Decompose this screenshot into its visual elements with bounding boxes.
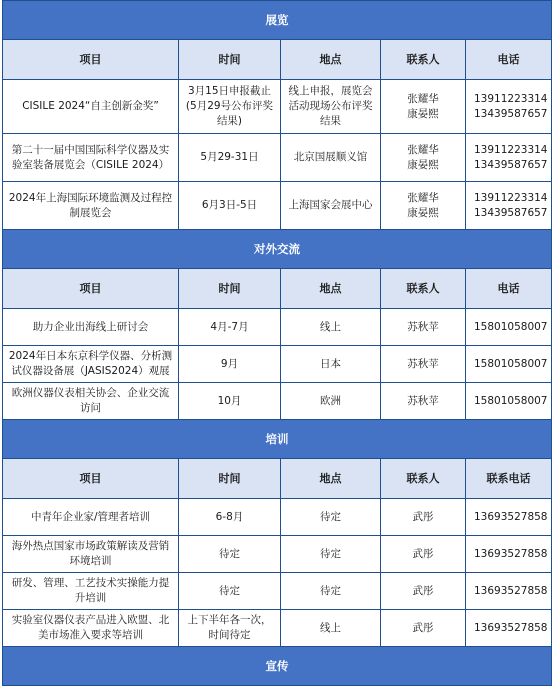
cell-text: CISILE 2024“自主创新金奖”: [22, 100, 159, 112]
cell-text: 结果: [320, 115, 341, 127]
column-header: 地点: [281, 459, 381, 499]
header-row: [3, 40, 552, 80]
cell-contact: [381, 573, 466, 610]
cell-text: 13693527858: [474, 547, 548, 560]
cell-place: [281, 346, 381, 383]
cell-time: [179, 383, 281, 420]
cell-phone: [466, 499, 552, 536]
column-header: 时间: [179, 269, 281, 309]
column-header: 时间: [179, 40, 281, 80]
cell-text: 武彤: [412, 547, 434, 560]
section-title: 培训: [3, 420, 552, 459]
table-row: [3, 309, 552, 346]
cell-text: 上下半年各一次，: [187, 614, 272, 626]
cell-text: 5月29-31日: [200, 151, 259, 163]
cell-time: [179, 182, 281, 230]
cell-text: 海外热点国家市场政策解读及营销: [11, 540, 170, 552]
column-header: 联系人: [381, 269, 466, 309]
column-header: 项目: [3, 459, 179, 499]
cell-text: 环境培训: [69, 555, 112, 567]
cell-text: 试仪器设备展（JASIS2024）观展: [11, 365, 170, 377]
cell-item: [3, 346, 179, 383]
cell-text: 日本: [320, 357, 341, 370]
cell-text: 武彤: [412, 510, 434, 523]
cell-contact: [381, 346, 466, 383]
table-row: [3, 573, 552, 610]
cell-text: 10月: [217, 394, 242, 407]
cell-place: [281, 182, 381, 230]
cell-contact: [381, 309, 466, 346]
cell-place: [281, 536, 381, 573]
cell-text: 15801058007: [474, 394, 548, 407]
cell-text: 康晏熙: [407, 107, 439, 120]
cell-phone: [466, 536, 552, 573]
cell-contact: [381, 536, 466, 573]
cell-time: [179, 80, 281, 134]
column-header: 地点: [281, 269, 381, 309]
cell-text: 上海国家会展中心: [288, 199, 373, 211]
cell-text: 13439587657: [474, 158, 548, 171]
cell-text: 13439587657: [474, 107, 548, 120]
cell-text: 13693527858: [474, 584, 548, 597]
cell-place: [281, 134, 381, 182]
cell-text: 2024年日本东京科学仪器、分析测: [8, 350, 173, 362]
cell-text: 3月15日申报截止: [187, 85, 272, 97]
cell-item: [3, 134, 179, 182]
cell-time: [179, 309, 281, 346]
column-header: 电话: [466, 40, 552, 80]
cell-item: [3, 573, 179, 610]
column-header: 联系人: [381, 459, 466, 499]
cell-text: 康晏熙: [407, 158, 439, 171]
cell-item: [3, 80, 179, 134]
cell-contact: [381, 182, 466, 230]
cell-item: [3, 536, 179, 573]
cell-text: 待定: [219, 547, 240, 560]
cell-time: [179, 346, 281, 383]
cell-text: 苏秋苹: [407, 320, 439, 333]
header-row: [3, 459, 552, 499]
cell-time: [179, 536, 281, 573]
cell-text: 苏秋苹: [407, 394, 439, 407]
cell-text: 待定: [320, 584, 341, 597]
column-header: 项目: [3, 40, 179, 80]
table-row: [3, 499, 552, 536]
cell-text: 武彤: [412, 621, 434, 634]
cell-text: 助力企业出海线上研讨会: [32, 320, 149, 333]
cell-text: 欧洲: [320, 394, 341, 407]
cell-text: 时间待定: [208, 629, 251, 641]
section-title: 对外交流: [3, 230, 552, 269]
cell-phone: [466, 80, 552, 134]
cell-text: 13693527858: [474, 510, 548, 523]
cell-text: 访问: [80, 402, 101, 414]
cell-text: 13911223314: [474, 143, 548, 156]
cell-text: 线上申报，展览会: [288, 85, 373, 97]
section-title: 宣传: [3, 647, 552, 686]
section-title: 展览: [3, 1, 552, 40]
cell-text: 2024年上海国际环境监测及过程控: [8, 191, 173, 204]
cell-text: 研发、管理、工艺技术实操能力提: [11, 577, 170, 589]
cell-text: 6月3日-5日: [201, 199, 258, 211]
table-row: [3, 182, 552, 230]
cell-contact: [381, 134, 466, 182]
cell-contact: [381, 610, 466, 647]
table-row: [3, 346, 552, 383]
cell-phone: [466, 309, 552, 346]
cell-text: 13693527858: [474, 621, 548, 634]
cell-text: 中青年企业家/管理者培训: [30, 510, 151, 523]
section-exchange: [3, 230, 552, 269]
plan-table: [2, 0, 552, 686]
cell-place: [281, 499, 381, 536]
table-row: [3, 134, 552, 182]
cell-time: [179, 499, 281, 536]
column-header: 联系人: [381, 40, 466, 80]
cell-item: [3, 182, 179, 230]
column-header: 联系电话: [466, 459, 552, 499]
cell-text: 武彤: [412, 584, 434, 597]
cell-text: 张耀华: [407, 143, 439, 156]
cell-contact: [381, 80, 466, 134]
section-training: [3, 420, 552, 459]
cell-text: 张耀华: [407, 92, 439, 105]
cell-text: 升培训: [74, 592, 107, 604]
column-header: 项目: [3, 269, 179, 309]
cell-text: 待定: [219, 584, 240, 597]
cell-phone: [466, 610, 552, 647]
cell-text: 6-8月: [215, 510, 244, 523]
cell-time: [179, 573, 281, 610]
cell-text: 13911223314: [474, 92, 548, 105]
cell-phone: [466, 182, 552, 230]
column-header: 时间: [179, 459, 281, 499]
cell-text: 活动现场公布评奖: [288, 100, 373, 112]
cell-item: [3, 610, 179, 647]
cell-item: [3, 499, 179, 536]
cell-place: [281, 383, 381, 420]
table-row: [3, 610, 552, 647]
cell-place: [281, 80, 381, 134]
cell-phone: [466, 346, 552, 383]
cell-text: 13911223314: [474, 191, 548, 204]
cell-phone: [466, 573, 552, 610]
cell-item: [3, 383, 179, 420]
cell-text: 张耀华: [407, 191, 439, 204]
cell-contact: [381, 499, 466, 536]
cell-text: 15801058007: [474, 357, 548, 370]
cell-place: [281, 573, 381, 610]
cell-phone: [466, 383, 552, 420]
column-header: 电话: [466, 269, 552, 309]
cell-text: 结果): [216, 115, 243, 127]
cell-text: 待定: [320, 547, 341, 560]
cell-place: [281, 610, 381, 647]
cell-text: 实验室仪器仪表产品进入欧盟、北: [11, 614, 170, 626]
section-exhibition: [3, 1, 552, 40]
cell-text: 验室装备展览会（CISILE 2024）: [11, 158, 170, 171]
header-row: [3, 269, 552, 309]
column-header: 地点: [281, 40, 381, 80]
cell-text: (5月29号公布评奖: [185, 100, 274, 112]
cell-text: 苏秋苹: [407, 357, 439, 370]
cell-text: 美市场准入要求等培训: [38, 629, 143, 641]
cell-text: 待定: [320, 510, 341, 523]
cell-text: 第二十一届中国国际科学仪器及实: [11, 143, 170, 156]
cell-contact: [381, 383, 466, 420]
table-row: [3, 536, 552, 573]
cell-time: [179, 134, 281, 182]
section-promotion: [3, 647, 552, 686]
cell-text: 9月: [220, 357, 239, 370]
cell-text: 13439587657: [474, 206, 548, 219]
table-row: [3, 80, 552, 134]
cell-text: 康晏熙: [407, 206, 439, 219]
cell-text: 15801058007: [474, 320, 548, 333]
table-row: [3, 383, 552, 420]
cell-text: 欧洲仪器仪表相关协会、企业交流: [11, 387, 170, 399]
cell-text: 北京国展顺义馆: [293, 151, 368, 163]
cell-place: [281, 309, 381, 346]
cell-item: [3, 309, 179, 346]
cell-text: 制展览会: [69, 206, 112, 219]
cell-phone: [466, 134, 552, 182]
cell-text: 4月-7月: [210, 320, 249, 333]
cell-text: 线上: [320, 320, 341, 333]
cell-text: 线上: [320, 621, 341, 634]
cell-time: [179, 610, 281, 647]
